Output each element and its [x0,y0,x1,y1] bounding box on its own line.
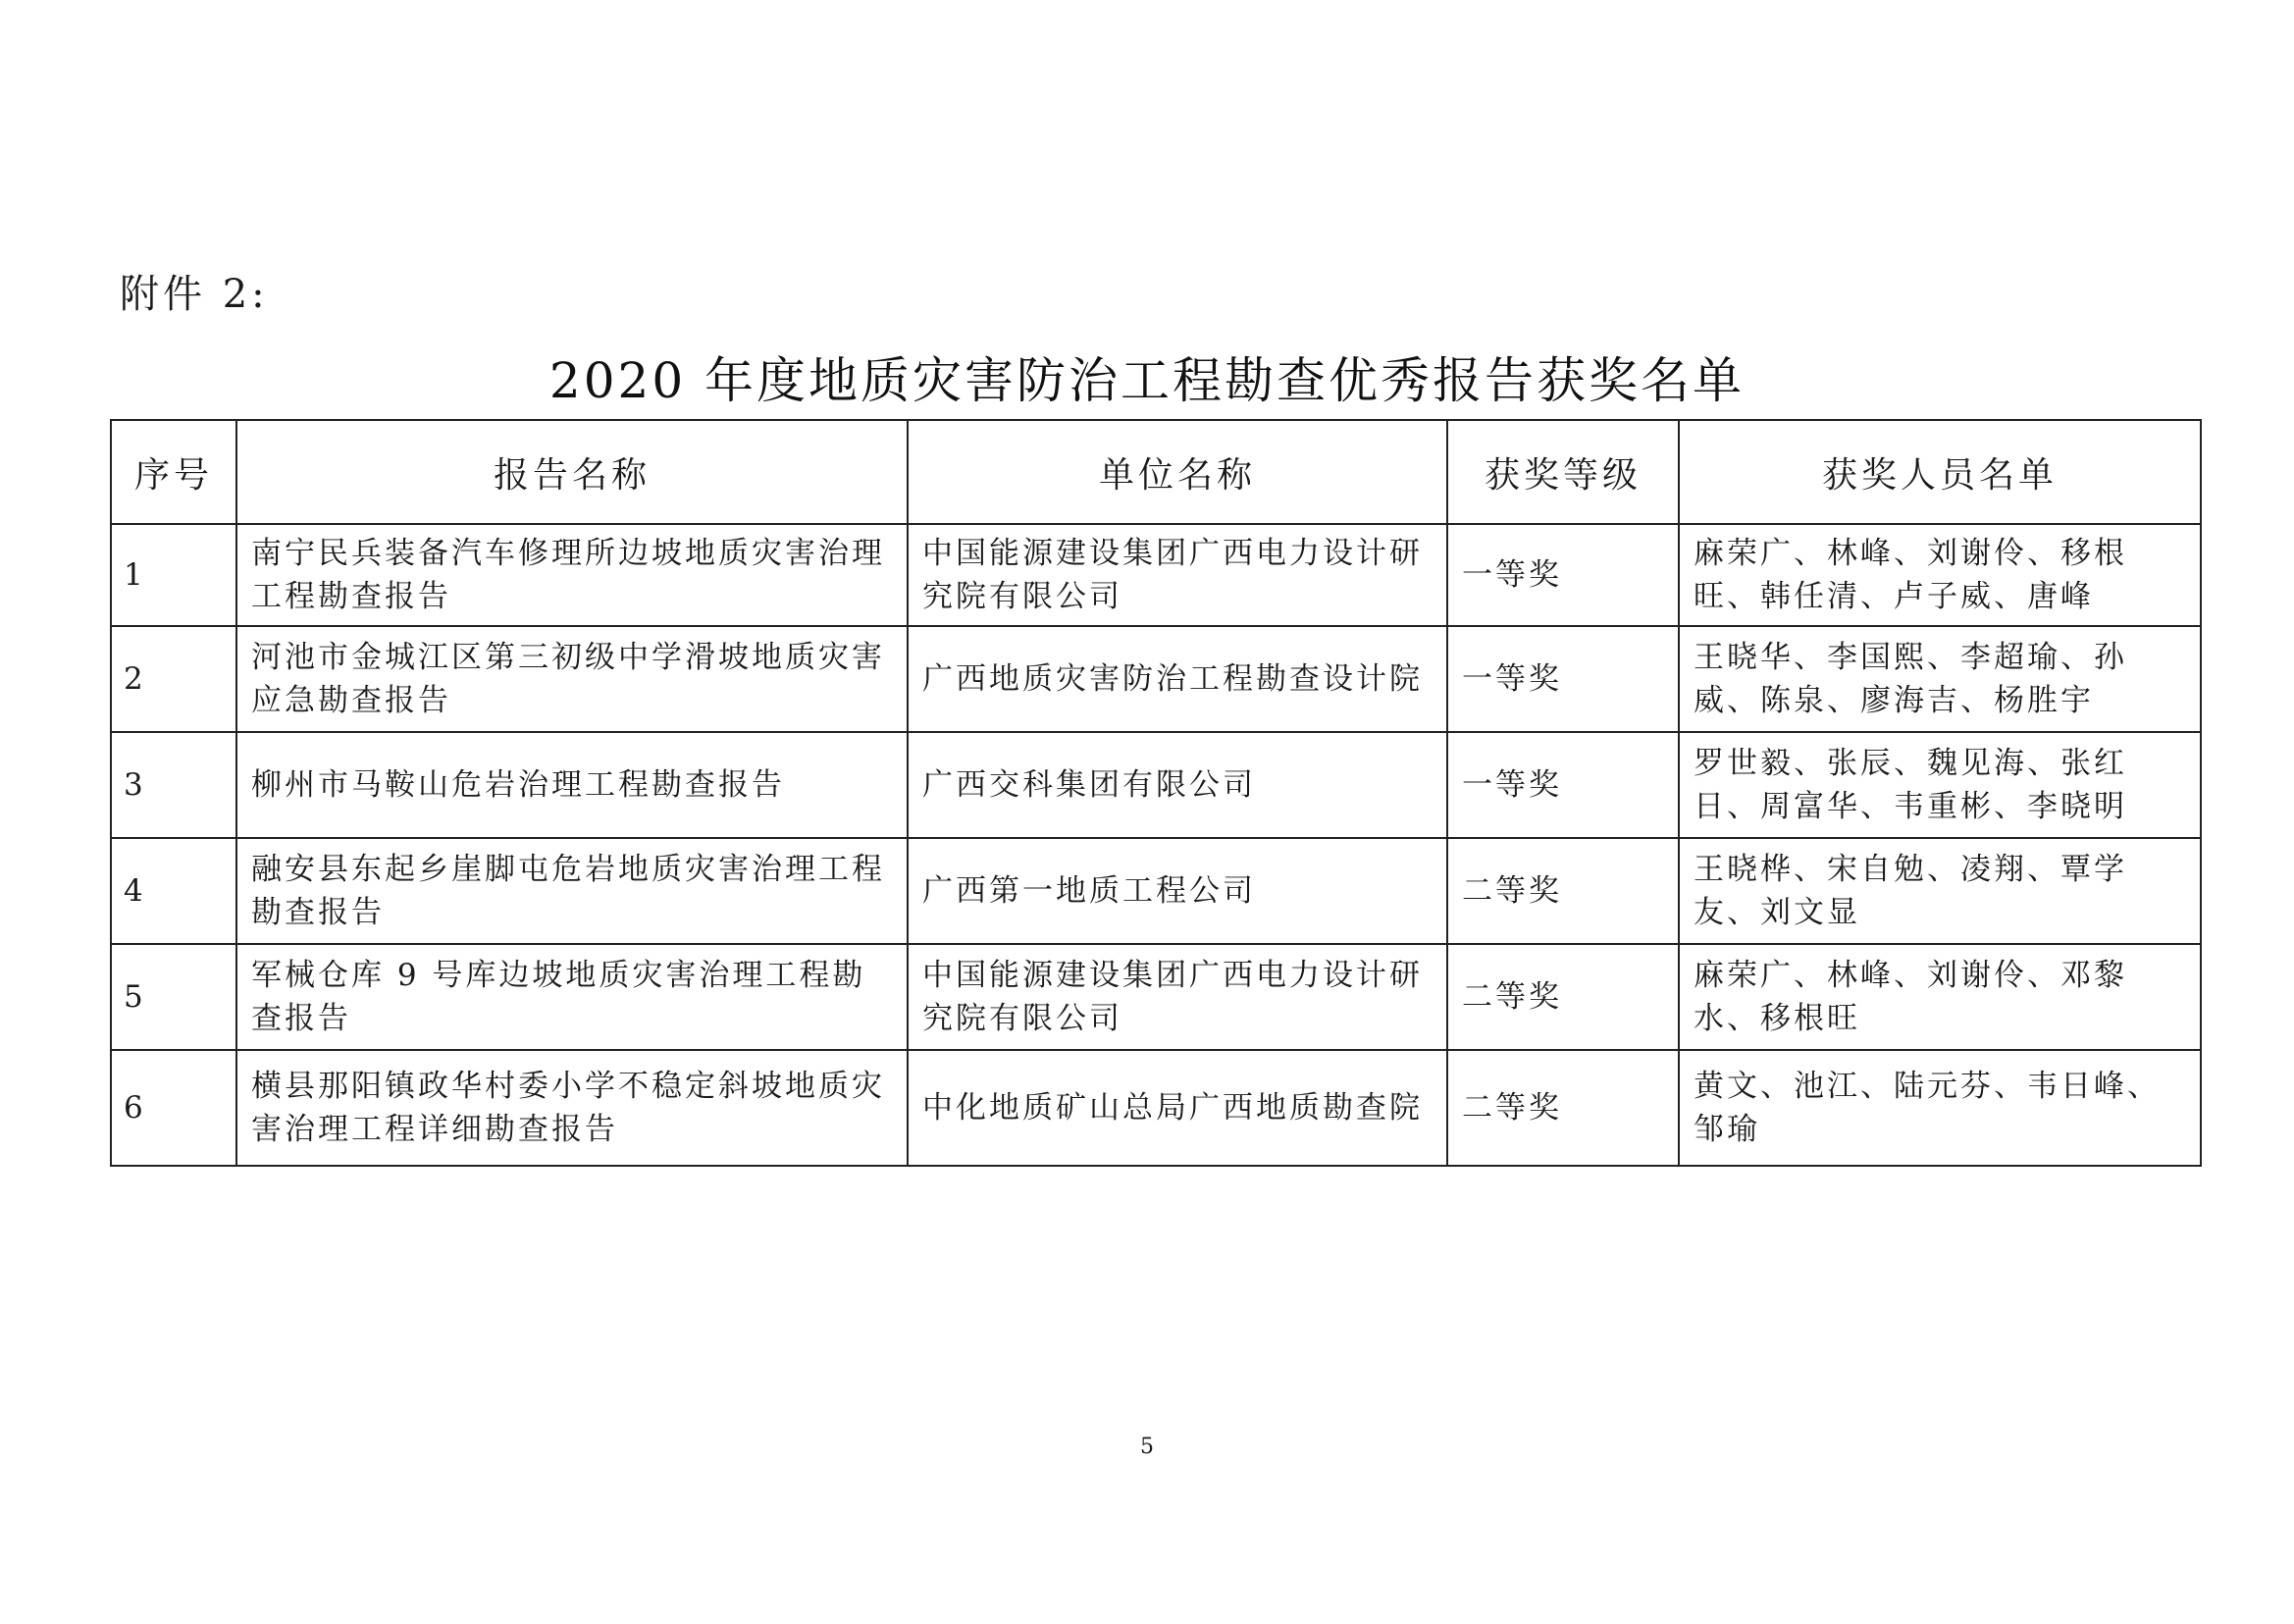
cell-unit: 广西地质灾害防治工程勘查设计院 [908,626,1447,732]
cell-report: 融安县东起乡崖脚屯危岩地质灾害治理工程勘查报告 [236,838,908,944]
cell-people: 麻荣广、林峰、刘谢伶、邓黎水、移根旺 [1679,944,2201,1050]
document-title: 2020 年度地质灾害防治工程勘查优秀报告获奖名单 [548,352,1746,409]
cell-report: 横县那阳镇政华村委小学不稳定斜坡地质灾害治理工程详细勘查报告 [236,1050,908,1166]
header-seq: 序号 [111,420,236,524]
page-number: 5 [1140,1435,1154,1459]
cell-level: 一等奖 [1447,732,1679,838]
cell-people: 王晓华、李国熙、李超瑜、孙威、陈泉、廖海吉、杨胜宇 [1679,626,2201,732]
cell-seq: 2 [111,626,236,732]
cell-seq: 4 [111,838,236,944]
cell-level: 一等奖 [1447,626,1679,732]
cell-seq: 5 [111,944,236,1050]
cell-report: 军械仓库 9 号库边坡地质灾害治理工程勘查报告 [236,944,908,1050]
cell-level: 一等奖 [1447,524,1679,626]
cell-level: 二等奖 [1447,838,1679,944]
cell-report: 南宁民兵装备汽车修理所边坡地质灾害治理工程勘查报告 [236,524,908,626]
header-unit: 单位名称 [908,420,1447,524]
cell-level: 二等奖 [1447,944,1679,1050]
table-row [111,838,2201,944]
cell-report: 河池市金城江区第三初级中学滑坡地质灾害应急勘查报告 [236,626,908,732]
cell-unit: 广西交科集团有限公司 [908,732,1447,838]
table-header-row [111,420,2201,524]
table-row [111,732,2201,838]
cell-seq: 3 [111,732,236,838]
attachment-label: 附件 2: [120,272,269,317]
cell-report: 柳州市马鞍山危岩治理工程勘查报告 [236,732,908,838]
table-row [111,626,2201,732]
awards-table [110,419,2202,1167]
cell-people: 王晓桦、宋自勉、凌翔、覃学友、刘文显 [1679,838,2201,944]
cell-unit: 中国能源建设集团广西电力设计研究院有限公司 [908,944,1447,1050]
cell-seq: 6 [111,1050,236,1166]
cell-people: 黄文、池江、陆元芬、韦日峰、邹瑜 [1679,1050,2201,1166]
header-people: 获奖人员名单 [1679,420,2201,524]
table-row [111,524,2201,626]
cell-level: 二等奖 [1447,1050,1679,1166]
cell-seq: 1 [111,524,236,626]
cell-people: 麻荣广、林峰、刘谢伶、移根旺、韩任清、卢子威、唐峰 [1679,524,2201,626]
cell-unit: 广西第一地质工程公司 [908,838,1447,944]
table-row [111,1050,2201,1166]
cell-unit: 中化地质矿山总局广西地质勘查院 [908,1050,1447,1166]
table-row [111,944,2201,1050]
cell-people: 罗世毅、张辰、魏见海、张红日、周富华、韦重彬、李晓明 [1679,732,2201,838]
cell-unit: 中国能源建设集团广西电力设计研究院有限公司 [908,524,1447,626]
header-report: 报告名称 [236,420,908,524]
header-level: 获奖等级 [1447,420,1679,524]
